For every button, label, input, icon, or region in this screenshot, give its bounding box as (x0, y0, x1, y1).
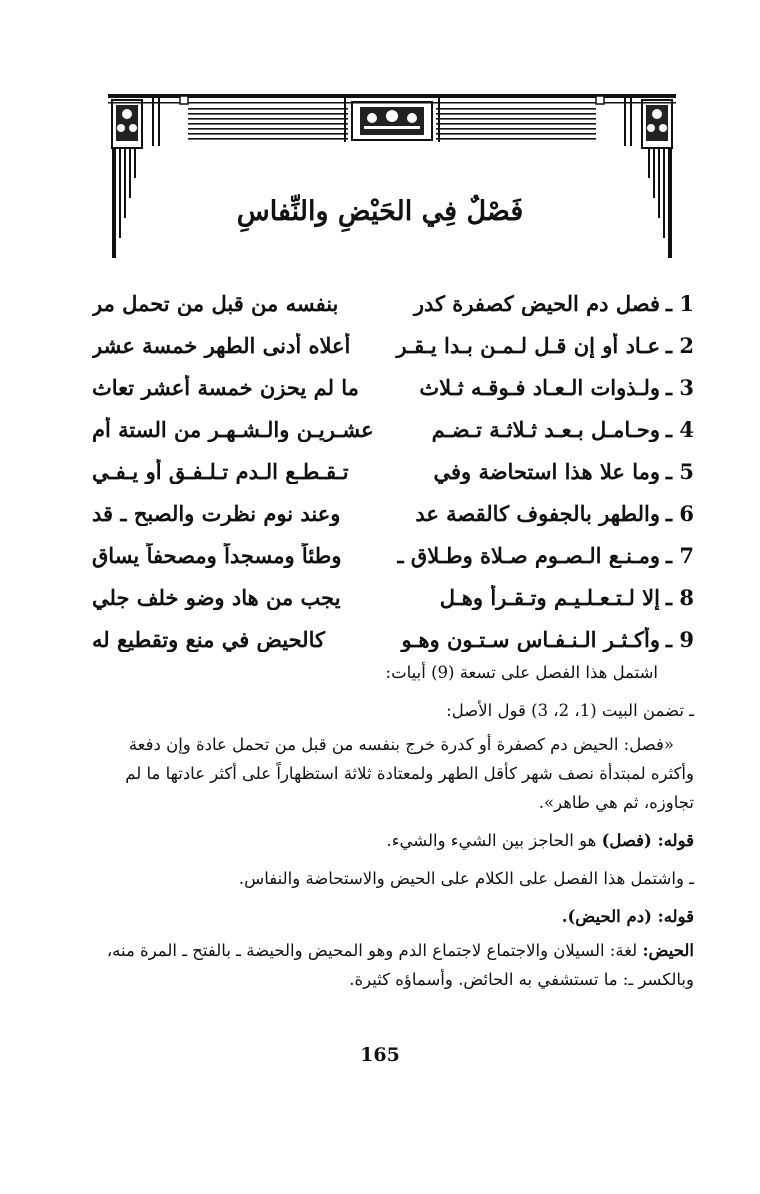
verse-second-hemistich: بنفسه من قبل من تحمل مر (92, 290, 339, 316)
verse-number: 1 ـ (665, 290, 694, 316)
section-title: فَصْلٌ فِي الحَيْضِ والنِّفاسِ (236, 196, 524, 227)
commentary-hayd-definition (92, 936, 694, 999)
hayd-label: الحيض: (642, 941, 694, 960)
commentary-quote: «فصل: الحيض دم كصفرة أو كدرة خرج بنفسه من قبل من تحمل عادة وإن دفعة وأكثره لمبتدأة نصف شهر كأقل الطهر ولمعتادة ثلاثة استظهاراً على أكثر عادتها ما لم تجاوزه، ثم هي طاهر». (125, 735, 694, 812)
verse-row (92, 492, 694, 534)
verse-second-hemistich: وعند نوم نظرت والصبح ـ قد (92, 500, 341, 526)
verse-second-hemistich: عشـريـن والـشـهـر من الستة أم (92, 416, 374, 442)
verse-second-hemistich: ما لم يحزن خمسة أعشر تعاث (92, 374, 359, 400)
ornamental-header-frame (108, 92, 676, 262)
verse-row (92, 534, 694, 576)
page-number: 165 (360, 1044, 400, 1066)
verse-number: 5 ـ (665, 458, 694, 484)
verse-row (92, 282, 694, 324)
commentary-scope: ـ واشتمل هذا الفصل على الكلام على الحيض والاستحاضة والنفاس. (238, 869, 694, 888)
verse-row (92, 408, 694, 450)
verse-second-hemistich: أعلاه أدنى الطهر خمسة عشر (92, 332, 351, 358)
verse-number: 4 ـ (665, 416, 694, 442)
verse-first-hemistich: ومـنـع الـصـوم صـلاة وطـلاق ـ (397, 542, 660, 568)
commentary-qawluh-dam-alhayd: قوله: (دم الحيض). (561, 907, 694, 926)
commentary (92, 654, 694, 999)
verse-second-hemistich: كالحيض في منع وتقطيع له (92, 626, 325, 652)
verse-number: 2 ـ (665, 332, 694, 358)
verse-first-hemistich: إلا لـتـعـلـيـم وتـقـرأ وهـل (439, 584, 660, 610)
verse-first-hemistich: فصل دم الحيض كصفرة كدر (413, 290, 660, 316)
verse-number: 7 ـ (665, 542, 694, 568)
verse-first-hemistich: والطهر بالجفوف كالقصة عد (415, 500, 660, 526)
verse-second-hemistich: تـقـطـع الـدم تـلـفـق أو يـفـي (92, 458, 349, 484)
verse-first-hemistich: وما علا هذا استحاضة وفي (433, 458, 660, 484)
verse-second-hemistich: يجب من هاد وضو خلف جلي (92, 584, 341, 610)
verse-row (92, 324, 694, 366)
verse-number: 3 ـ (665, 374, 694, 400)
commentary-qawluh-fasl (92, 822, 694, 860)
commentary-intro: اشتمل هذا الفصل على تسعة (9) أبيات: (385, 663, 658, 682)
qawluh-fasl-label: قوله: (فصل) (601, 831, 694, 850)
qawluh-fasl-text: هو الحاجز بين الشيء والشيء. (386, 831, 602, 850)
verse-row (92, 366, 694, 408)
verse-row (92, 576, 694, 618)
verse-first-hemistich: ولـذوات الـعـاد فـوقـه ثـلاث (419, 374, 660, 400)
poem-verses (92, 282, 694, 660)
verse-second-hemistich: وطئاً ومسجداً ومصحفاً يساق (92, 542, 342, 568)
verse-first-hemistich: عـاد أو إن قـل لـمـن بـدا يـقـر (396, 332, 660, 358)
verse-first-hemistich: وحـامـل بـعـد ثـلاثـة تـضـم (431, 416, 660, 442)
verse-number: 8 ـ (665, 584, 694, 610)
ornamental-frame-graphic (108, 92, 676, 262)
verse-number: 6 ـ (665, 500, 694, 526)
verse-first-hemistich: وأكـثـر الـنـفـاس سـتـون وهـو (401, 626, 660, 652)
verse-number: 9 ـ (665, 626, 694, 652)
hayd-text: لغة: السيلان والاجتماع لاجتماع الدم وهو المحيض والحيضة ـ بالفتح ـ المرة منه، وبالكسر ـ: ما تستشفي به الحائض. وأسماؤه كثيرة. (106, 941, 694, 989)
commentary-verse-reference: ـ تضمن البيت (1، 2، 3) قول الأصل: (446, 701, 694, 720)
verse-row (92, 450, 694, 492)
